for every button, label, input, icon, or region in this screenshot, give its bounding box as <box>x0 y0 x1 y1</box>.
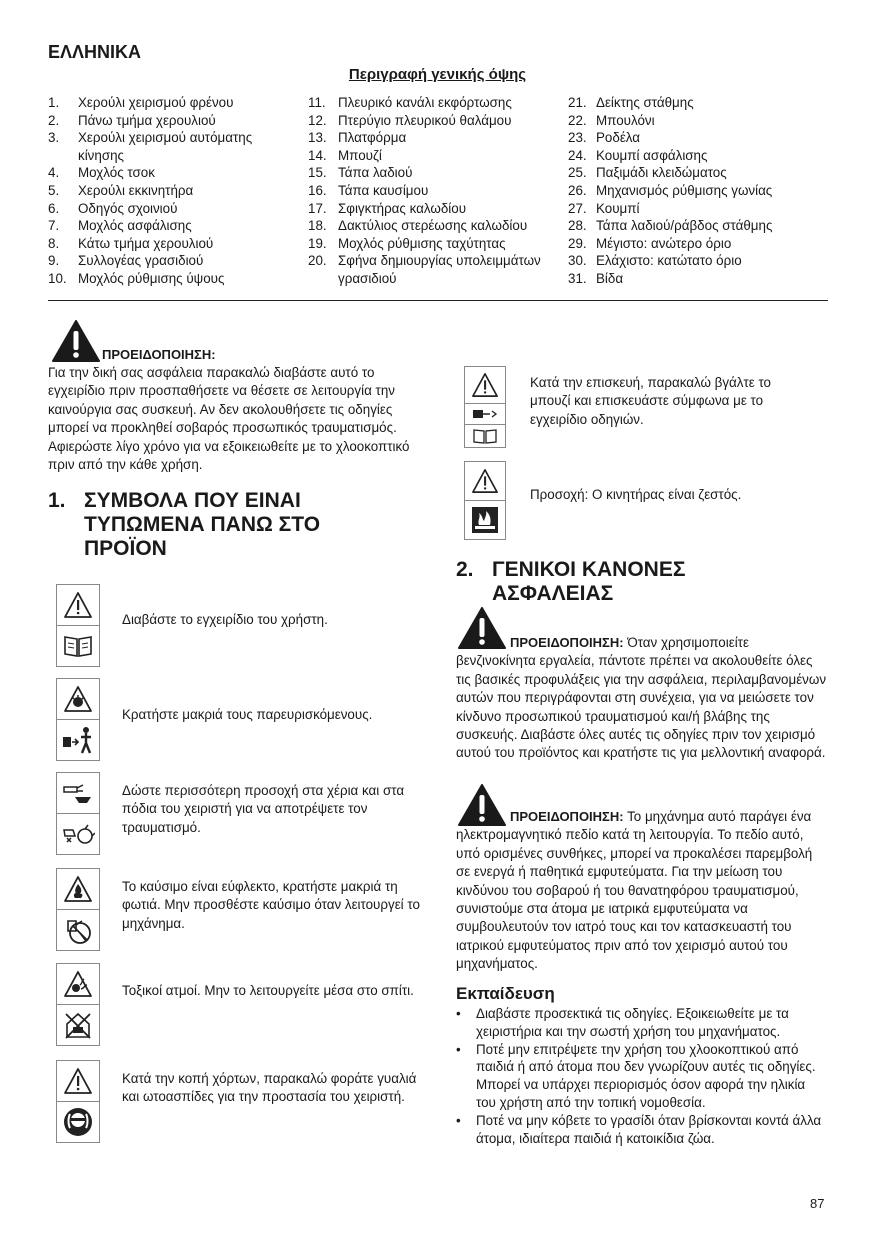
hot-surface-icon <box>470 505 500 535</box>
section-number: 2. <box>456 558 474 581</box>
warning-label: ΠΡΟΕΙΔΟΠΟΙΗΣΗ: <box>102 347 216 362</box>
symbol-description: Κατά την επισκευή, παρακαλώ βγάλτε το μπουζί και επισκευάστε σύμφωνα με το εγχειρίδιο οδηγιών. <box>530 375 771 427</box>
part-item: 11. Πλευρικό κανάλι εκφόρτωσης <box>308 95 512 110</box>
section-number: 1. <box>48 489 66 512</box>
warning-triangle-icon <box>63 591 93 619</box>
warning-label: ΠΡΟΕΙΔΟΠΟΙΗΣΗ: <box>510 635 624 650</box>
eye-ear-protection-icon <box>62 1106 94 1138</box>
part-item: 30. Ελάχιστο: κατώτατο όριο <box>568 253 742 269</box>
foot-blade-icon <box>61 820 95 848</box>
symbol-box <box>56 584 100 667</box>
symbol-box <box>56 868 100 951</box>
section-title: ΣΥΜΒΟΛΑ ΠΟΥ ΕΙΝΑΙ ΤΥΠΩΜΕΝΑ ΠΑΝΩ ΣΤΟ ΠΡΟΪΟΝ <box>84 489 321 560</box>
part-item: 12. Πτερύγιο πλευρικού θαλάμου <box>308 112 512 128</box>
overview-title: Περιγραφή γενικής όψης <box>348 66 527 83</box>
warning-text: Όταν χρησιμοποιείτε βενζινοκίνητα εργαλεία, πάντοτε πρέπει να ακολουθείτε όλες τις βασικές προφυλάξεις για την ασφάλεια, περιλαμβανομένων αυτών που περιγράφονται στη συνέχεια, για να μειώσετε τον κίνδυνο προσωπικού τραυματισμού και/ή βλάβης της συσκευής. Διαβάστε όλες αυτές τις οδηγίες πριν τον χειρισμό αυτού του προϊόντος και κρατήστε τις για μελλοντική αναφορά. <box>456 635 827 761</box>
toxic-fumes-icon <box>63 970 93 998</box>
part-item: 7. Μοχλός ασφάλισης <box>48 218 192 234</box>
part-item: 6. Οδηγός σχοινιού <box>48 200 178 216</box>
symbol-description: Το καύσιμο είναι εύφλεκτο, κρατήστε μακριά τη φωτιά. Μην προσθέστε καύσιμο όταν λειτουργεί το μηχάνημα. <box>122 879 420 931</box>
section-2-heading <box>456 558 786 606</box>
manual-book-icon <box>470 427 500 445</box>
symbol-description: Προσοχή: Ο κινητήρας είναι ζεστός. <box>530 487 742 502</box>
warning-triangle-icon <box>63 1067 93 1095</box>
part-item: 25. Παξιμάδι κλειδώματος <box>568 165 727 181</box>
warning-paragraph <box>456 808 828 974</box>
part-item: 17. Σφιγκτήρας καλωδίου <box>308 200 467 216</box>
section-title: ΓΕΝΙΚΟΙ ΚΑΝΟΝΕΣ ΑΣΦΑΛΕΙΑΣ <box>492 558 686 605</box>
spark-plug-icon <box>470 406 500 422</box>
part-item: 2. Πάνω τμήμα χερουλιού <box>48 112 216 128</box>
part-item: 4. Μοχλός τσοκ <box>48 165 155 181</box>
part-item: 24. Κουμπί ασφάλισης <box>568 147 708 163</box>
symbol-box <box>56 963 100 1046</box>
warning-paragraph <box>456 634 828 763</box>
part-item: 31. Βίδα <box>568 270 624 286</box>
symbol-description: Διαβάστε το εγχειρίδιο του χρήστη. <box>122 612 328 627</box>
symbol-box <box>56 772 100 855</box>
symbol-box <box>56 678 100 761</box>
warning-text: Το μηχάνημα αυτό παράγει ένα ηλεκτρομαγνητικό πεδίο κατά τη λειτουργία. Το πεδίο αυτό, υπό ορισμένες συνθήκες, μπορεί να προκαλέσει παρεμβολή σε ενεργά ή παθητικά εμφυτεύματα. Για την μείωση του κινδύνου του σοβαρού ή του θανατηφόρου τραυματισμού, συνιστούμε στα άτομα με ιατρικά εμφυτεύματα να συμβουλευτούν τον ιατρό τους και τον κατασκευαστή του ιατρικού εμφυτεύματος πριν από τον χειρισμό αυτού του μηχανήματος. <box>456 809 813 972</box>
part-item: 18. Δακτύλιος στερέωσης καλωδίου <box>308 218 528 234</box>
part-item: 15. Τάπα λαδιού <box>308 165 413 181</box>
part-item: 16. Τάπα καυσίμου <box>308 182 429 198</box>
part-item: 19. Μοχλός ρύθμισης ταχύτητας <box>308 235 506 251</box>
manual-book-icon <box>62 633 94 659</box>
part-item: 22. Μπουλόνι <box>568 112 655 128</box>
warning-label: ΠΡΟΕΙΔΟΠΟΙΗΣΗ: <box>510 809 624 824</box>
part-item: 21. Δείκτης στάθμης <box>568 95 694 110</box>
list-item: • Ποτέ να μην κόβετε το γρασίδι όταν βρίσκονται κοντά άλλα άτομα, ιδιαίτερα παιδιά ή κατοικίδια ζώα. <box>456 1112 822 1146</box>
symbol-description: Τοξικοί ατμοί. Μην το λειτουργείτε μέσα στο σπίτι. <box>122 983 414 998</box>
part-item: 29. Μέγιστο: ανώτερο όριο <box>568 235 732 251</box>
symbol-description: Κατά την κοπή χόρτων, παρακαλώ φοράτε γυαλιά και ωτοασπίδες για την προστασία του χειριστή. <box>122 1071 417 1105</box>
part-item: 13. Πλατφόρμα <box>308 130 407 146</box>
list-item: • Διαβάστε προσεκτικά τις οδηγίες. Εξοικειωθείτε με τα χειριστήρια και την σωστή χρήση του μηχανήματος. <box>456 1006 789 1039</box>
no-indoor-use-icon <box>62 1010 94 1040</box>
parts-list-column-3 <box>568 94 828 288</box>
symbol-box <box>464 461 506 540</box>
part-item: 23. Ροδέλα <box>568 130 641 146</box>
list-item: • Ποτέ μην επιτρέψετε την χρήση του χλοοκοπτικού από παιδιά ή από άτομα που δεν γνωρίζουν αυτές τις οδηγίες. Μπορεί να υπάρχει περιορισμός όσον αφορά την ηλικία του χρήστη από την τοπική νομοθεσία. <box>456 1041 816 1110</box>
warning-text: Για την δική σας ασφάλεια παρακαλώ διαβάστε αυτό το εγχειρίδιο πριν προσπαθήσετε να θέσετε σε λειτουργία την καινούργια σας συσκευή. Αν δεν ακολουθήσετε τις οδηγίες μπορεί να προκληθεί σοβαρός προσωπικός τραυματισμός. Αφιερώστε λίγο χρόνο για να εξοικειωθείτε με το χλοοκοπτικό πριν από την κάθε χρήση. <box>48 365 410 473</box>
section-1-heading <box>48 489 378 561</box>
part-item: 9. Συλλογέας γρασιδιού <box>48 253 204 269</box>
part-item: 10. Μοχλός ρύθμισης ύψους <box>48 270 225 286</box>
parts-list-column-1 <box>48 94 298 288</box>
hand-blade-icon <box>61 779 95 807</box>
parts-list-column-2 <box>308 94 560 288</box>
warning-triangle-icon <box>471 468 499 494</box>
language-heading: ΕΛΛΗΝΙΚΑ <box>48 42 142 62</box>
symbol-box <box>464 366 506 448</box>
divider <box>48 300 828 301</box>
part-item: 1. Χερούλι χειρισμού φρένου <box>48 95 234 110</box>
symbol-description: Κρατήστε μακριά τους παρευρισκόμενους. <box>122 707 373 722</box>
training-heading: Εκπαίδευση <box>456 984 555 1003</box>
symbol-description: Δώστε περισσότερη προσοχή στα χέρια και στα πόδια του χειριστή για να αποτρέψετε τον τραυματισμό. <box>122 783 405 835</box>
part-item: 26. Μηχανισμός ρύθμισης γωνίας <box>568 182 773 198</box>
part-item: 28. Τάπα λαδιού/ράβδος στάθμης <box>568 218 773 234</box>
symbol-box <box>56 1060 100 1143</box>
part-item: 3. Χερούλι χειρισμού αυτόματης κίνησης <box>48 130 253 163</box>
part-item: 27. Κουμπί <box>568 200 640 216</box>
part-item: 5. Χερούλι εκκινητήρα <box>48 182 194 198</box>
training-list <box>456 1005 828 1147</box>
warning-triangle-icon <box>471 372 499 398</box>
page-number: 87 <box>810 1196 825 1211</box>
part-item: 20. Σφήνα δημιουργίας υπολειμμάτων γρασιδιού <box>308 253 541 286</box>
no-refuel-icon <box>62 915 94 945</box>
keep-away-bystanders-icon <box>61 725 95 755</box>
part-item: 14. Μπουζί <box>308 147 382 163</box>
thrown-objects-icon <box>63 685 93 713</box>
fire-warning-icon <box>63 875 93 903</box>
part-item: 8. Κάτω τμήμα χερουλιού <box>48 235 214 251</box>
warning-sign-icon <box>52 320 100 362</box>
